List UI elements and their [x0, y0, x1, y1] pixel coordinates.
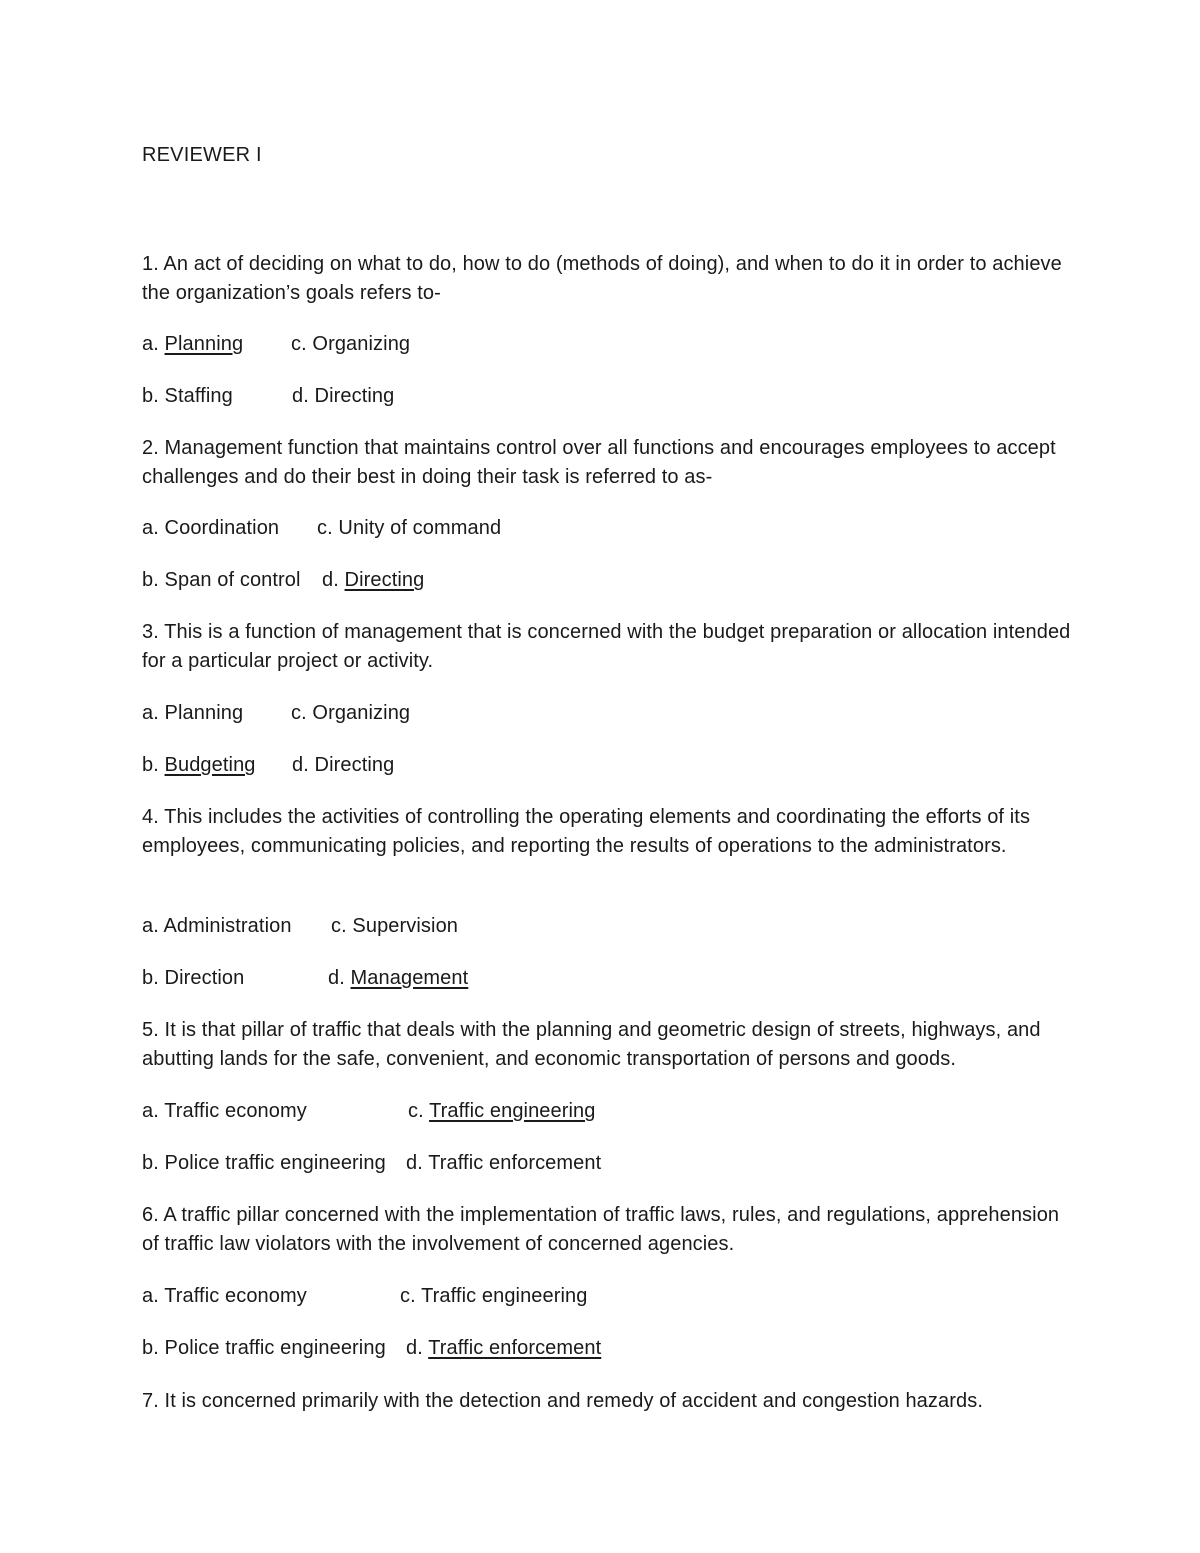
correct-answer: Budgeting — [164, 754, 256, 776]
correct-answer: Planning — [164, 333, 244, 355]
option-d: d. Traffic enforcement — [406, 1152, 602, 1174]
option-a: a. Planning — [142, 333, 244, 355]
correct-answer: Traffic engineering — [429, 1100, 596, 1122]
option-b: b. Police traffic engineering — [142, 1337, 386, 1359]
question-4-text: 4. This includes the activities of controlling the operating elements and coordinating the efforts of its employees, communicating policies, and reporting the results of operations to the administrators. — [142, 806, 1031, 857]
option-a: a. Planning — [142, 702, 244, 724]
option-a: a. Traffic economy — [142, 1100, 307, 1122]
option-c: c. Unity of command — [317, 517, 502, 539]
option-b: b. Staffing — [142, 385, 233, 407]
option-b: b. Direction — [142, 967, 245, 989]
correct-answer: Management — [350, 967, 469, 989]
question-7-text: 7. It is concerned primarily with the detection and remedy of accident and congestion hazards. — [142, 1390, 983, 1412]
option-c: c. Traffic engineering — [408, 1100, 596, 1122]
option-d: d. Management — [328, 967, 469, 989]
correct-answer: Traffic enforcement — [428, 1337, 602, 1359]
option-b: b. Span of control — [142, 569, 301, 591]
option-c: c. Organizing — [291, 333, 411, 355]
option-d: d. Directing — [322, 569, 425, 591]
option-c: c. Traffic engineering — [400, 1285, 588, 1307]
option-d: d. Directing — [292, 385, 395, 407]
correct-answer: Directing — [344, 569, 425, 591]
option-d: d. Directing — [292, 754, 395, 776]
question-5-text: 5. It is that pillar of traffic that deals with the planning and geometric design of streets, highways, and abutting lands for the safe, convenient, and economic transportation of persons and goods. — [142, 1019, 1041, 1070]
option-a: a. Coordination — [142, 517, 280, 539]
option-c: c. Supervision — [331, 915, 459, 937]
question-2-text: 2. Management function that maintains control over all functions and encourages employees to accept challenges and do their best in doing their task is referred to as- — [142, 437, 1056, 488]
option-b: b. Budgeting — [142, 754, 256, 776]
question-6-text: 6. A traffic pillar concerned with the implementation of traffic laws, rules, and regulations, apprehension of traffic law violators with the involvement of concerned agencies. — [142, 1204, 1060, 1255]
question-3-text: 3. This is a function of management that is concerned with the budget preparation or allocation intended for a particular project or activity. — [142, 621, 1071, 672]
question-1-text: 1. An act of deciding on what to do, how to do (methods of doing), and when to do it in order to achieve the organization’s goals refers to- — [142, 253, 1062, 304]
page-title: REVIEWER I — [142, 144, 262, 166]
option-a: a. Traffic economy — [142, 1285, 307, 1307]
option-a: a. Administration — [142, 915, 292, 937]
option-b: b. Police traffic engineering — [142, 1152, 386, 1174]
option-d: d. Traffic enforcement — [406, 1337, 602, 1359]
option-c: c. Organizing — [291, 702, 411, 724]
